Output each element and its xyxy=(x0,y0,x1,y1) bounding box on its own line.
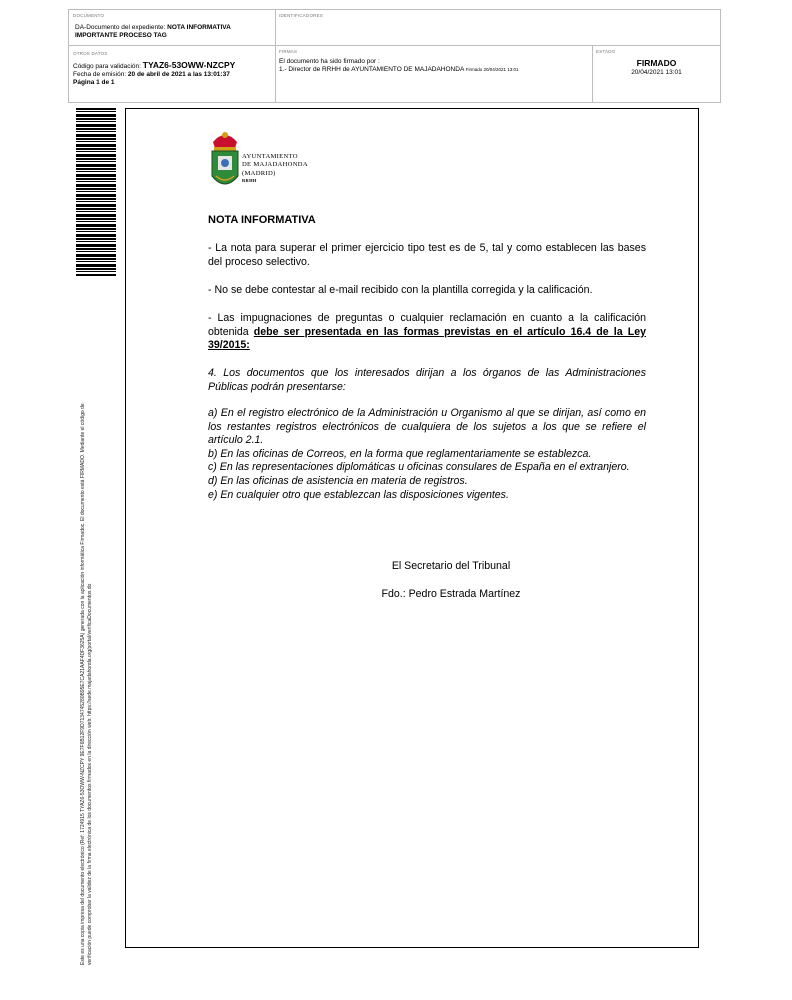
estado-date: 20/04/2021 13:01 xyxy=(631,69,682,76)
paragraph-impugnaciones: - Las impugnaciones de preguntas o cualquier reclamación en cuanto a la calificación obtenida debe ser presentada en las formas previstas en el artículo 16.4 de la Ley 39/2015: xyxy=(208,312,647,352)
list-item: c) En las representaciones diplomáticas u oficinas consulares de España en el extranjero. xyxy=(208,461,630,474)
paragraph-nota: - La nota para superar el primer ejercicio tipo test es de 5, tal y como establecen las bases del proceso selectivo. xyxy=(208,242,646,268)
paragraph-email: - No se debe contestar al e-mail recibido con la plantilla corregida y la calificación. xyxy=(208,284,593,296)
logo-text: AYUNTAMIENTO DE MAJADAHONDA (MADRID) RRHH xyxy=(242,153,308,184)
documento-text: DA-Documento del expediente: NOTA INFORMATIVA IMPORTANTE PROCESO TAG xyxy=(75,24,231,39)
list-item: d) En las oficinas de asistencia en materia de registros. xyxy=(208,474,468,487)
coat-of-arms-icon xyxy=(208,130,242,194)
otros-datos-cell xyxy=(69,46,276,102)
verification-side-text: Este es una copia impresa del documento electrónico (Ref: 1724915 TYAZ6-53OWW-NZCPY 9E7F6B12F9D7134745280B95E7CA21AAF4DF3625A) generada con la aplicación informática Firmadoc. El documento está FIRMADO. Mediante el código de verificación puede comprobar la validez de la firma electrónica de los documentos firmados en la dirección web: https://sede.majadahonda.org/portal/verificaDocumentos.do xyxy=(80,403,93,965)
otros-datos-label: OTROS DATOS xyxy=(73,51,108,56)
fecha-emision: 20 de abril de 2021 a las 13:01:37 xyxy=(127,71,230,78)
documento-cell xyxy=(69,10,276,46)
documento-label: DOCUMENTO xyxy=(73,13,105,18)
majadahonda-logo xyxy=(208,130,328,194)
barcode xyxy=(76,108,116,276)
estado-cell xyxy=(593,46,720,102)
estado-value: FIRMADO xyxy=(636,58,677,68)
article-list xyxy=(208,407,646,502)
firmas-text: El documento ha sido firmado por : 1.- Director de RRHH de AYUNTAMIENTO DE MAJADAHONDA Firmado 20/04/2021 13:01 xyxy=(279,58,519,73)
list-item: a) En el registro electrónico de la Administración u Organismo al que se dirijan, así como en los restantes registros electrónicos de cualquiera de los sujetos a los que se refiere el artículo 2.1. xyxy=(208,407,646,447)
firmas-cell xyxy=(276,46,593,102)
identificadores-label: IDENTIFICADORES xyxy=(279,13,324,18)
signature-name: Fdo.: Pedro Estrada Martínez xyxy=(381,588,521,600)
list-item: e) En cualquier otro que establezcan las disposiciones vigentes. xyxy=(208,488,509,501)
codigo-validacion: TYAZ6-53OWW-NZCPY xyxy=(142,60,236,70)
estado-label: ESTADO xyxy=(596,49,616,54)
document-page-frame xyxy=(125,108,699,948)
document-header xyxy=(68,9,721,103)
pagina-indicator: Página 1 de 1 xyxy=(73,79,115,86)
paragraph-article: 4. Los documentos que los interesados dirijan a los órganos de las Administraciones Públicas podrán presentarse: xyxy=(208,367,646,393)
signature-title: El Secretario del Tribunal xyxy=(391,560,511,572)
firmas-label: FIRMAS xyxy=(279,49,298,54)
list-item: b) En las oficinas de Correos, en la forma que reglamentariamente se establezca. xyxy=(208,447,592,460)
identificadores-cell xyxy=(276,10,720,46)
otros-datos-text: Código para validación: TYAZ6-53OWW-NZCPY Fecha de emisión: 20 de abril de 2021 a las 13:01:37 Página 1 de 1 xyxy=(73,60,236,86)
document-title: NOTA INFORMATIVA xyxy=(208,214,316,226)
